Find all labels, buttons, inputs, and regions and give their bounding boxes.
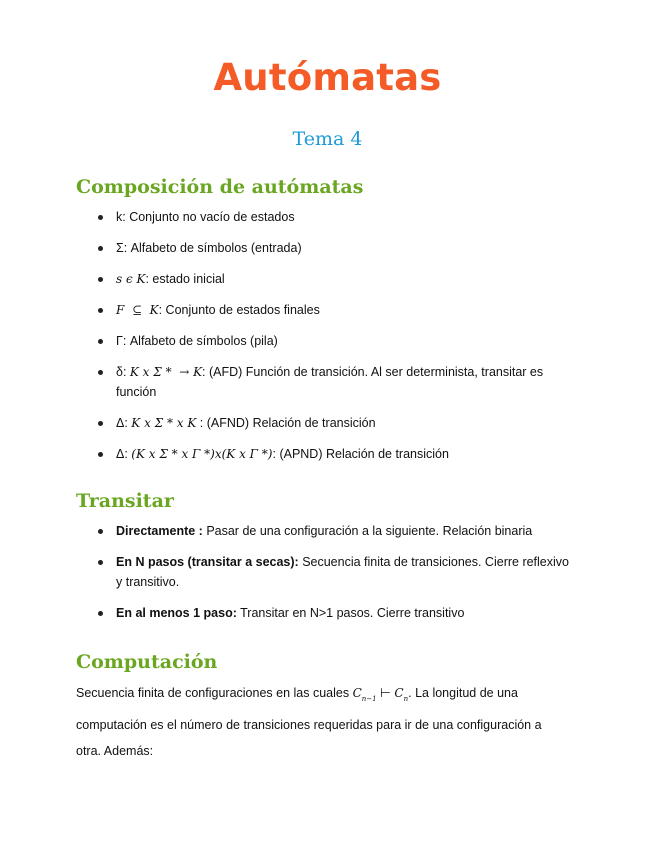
transitar-list [76, 521, 576, 634]
list-item: k: Conjunto no vacío de estados [76, 207, 576, 227]
computacion-paragraph: Secuencia finita de configuraciones en las cuales $C_{n-1}$ ⊢ $C_n$. La longitud de una computación es el número de transiciones requeridas para ir de una configuración a otra. Además: [76, 686, 542, 758]
composicion-list [76, 207, 576, 475]
list-item: Δ: (K x Σ * x Γ *)x(K x Γ *): (APND) Relación de transición [76, 444, 576, 464]
list-item: Γ: Alfabeto de símbolos (pila) [76, 331, 576, 351]
list-item: Δ: K x Σ * x K : (AFND) Relación de transición [76, 413, 576, 433]
list-item: δ: K x Σ * → K: (AFD) Función de transición. Al ser determinista, transitar es función [76, 362, 576, 402]
list-item: s ϵ K: estado inicial [76, 269, 576, 289]
list-item: Σ: Alfabeto de símbolos (entrada) [76, 238, 576, 258]
list-item: F ⊆ K: Conjunto de estados finales [76, 300, 576, 320]
list-item: En N pasos (transitar a secas): Secuencia finita de transiciones. Cierre reflexivo y transitivo. [76, 552, 576, 592]
section-heading-computacion: Computación [76, 651, 218, 673]
section-heading-composicion: Composición de autómatas [76, 176, 364, 198]
list-item: En al menos 1 paso: Transitar en N>1 pasos. Cierre transitivo [76, 603, 576, 623]
section-heading-transitar: Transitar [76, 490, 174, 512]
page-subtitle: Tema 4 [292, 128, 363, 150]
list-item: Directamente : Pasar de una configuración a la siguiente. Relación binaria [76, 521, 576, 541]
page-title: Autómatas [213, 56, 442, 99]
